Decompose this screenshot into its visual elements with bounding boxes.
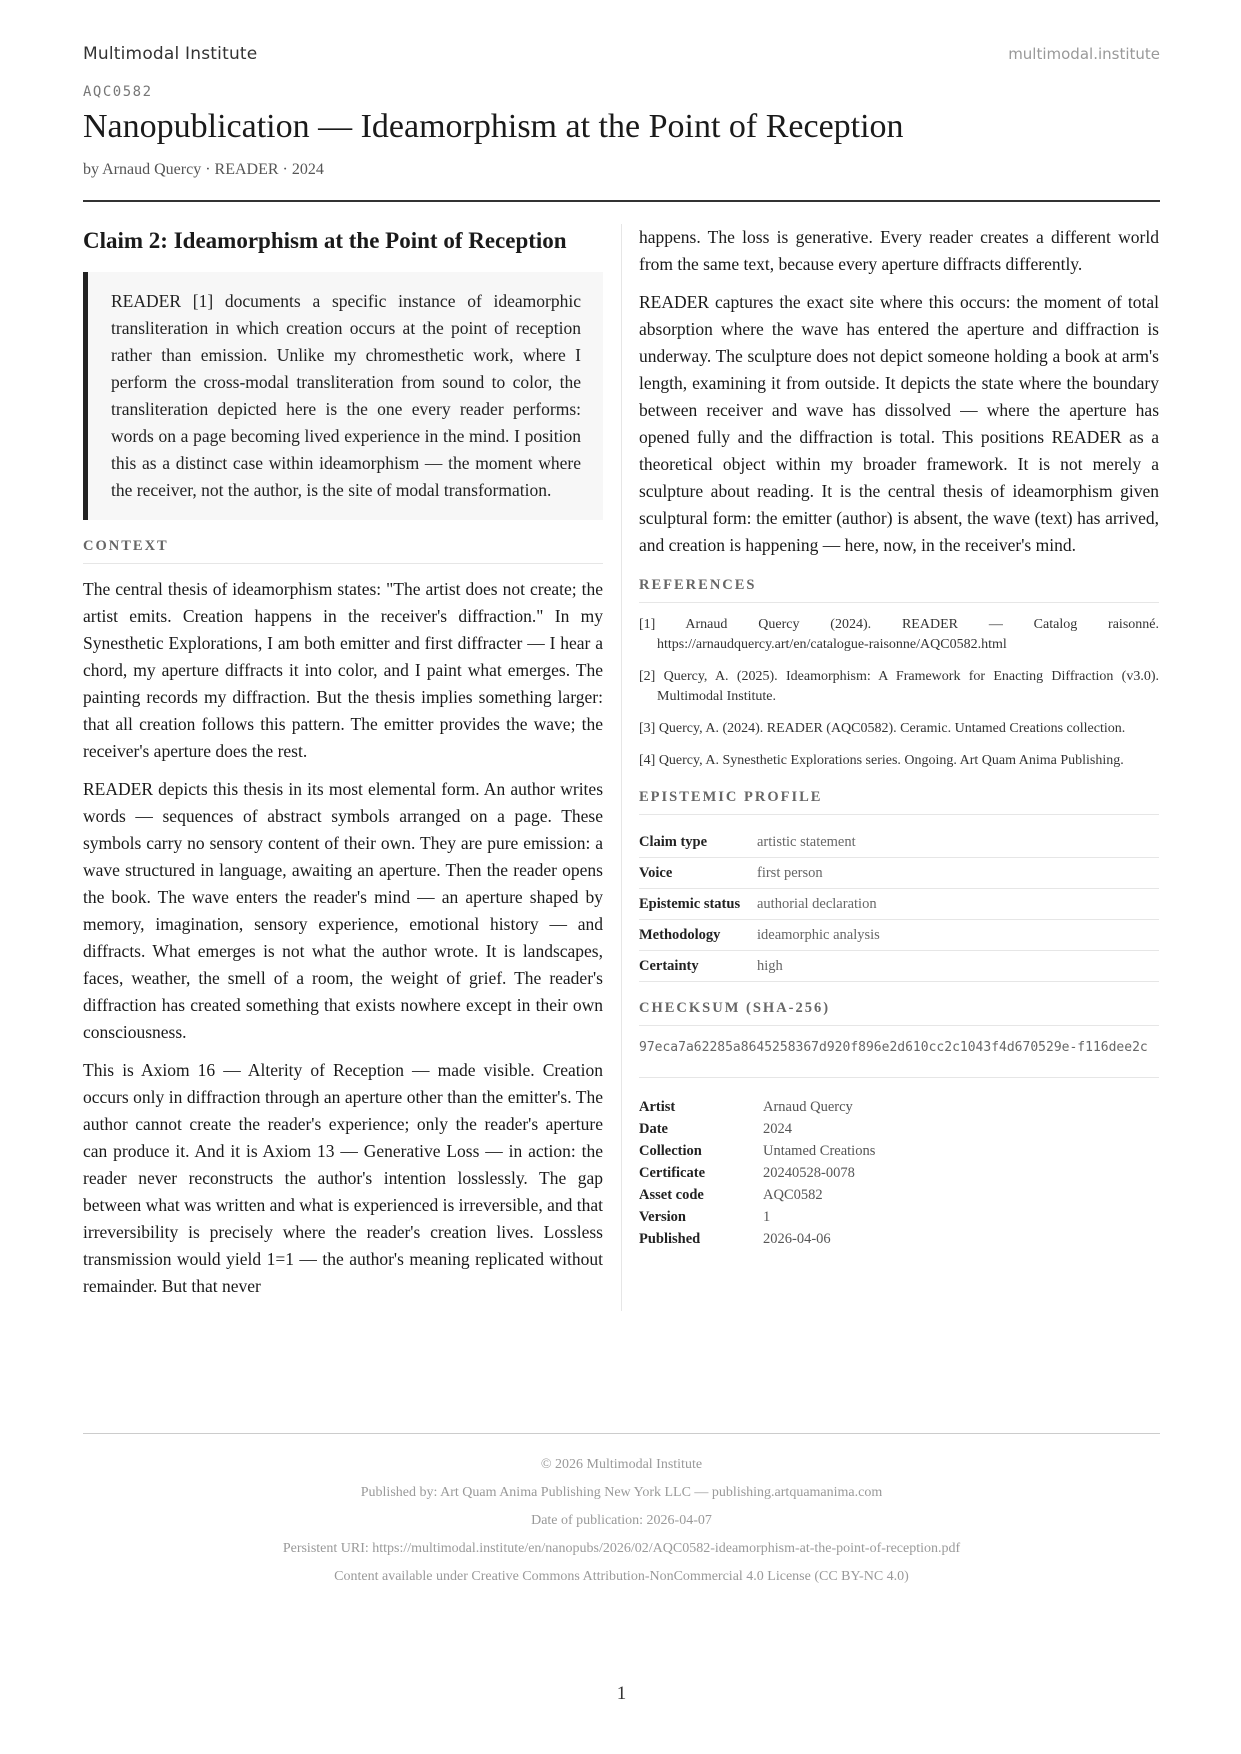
page-footer: [83, 1451, 1160, 1591]
table-row: [639, 858, 1159, 889]
epistemic-key: Methodology: [639, 920, 757, 951]
meta-key: Certificate: [639, 1165, 706, 1181]
table-row: [639, 827, 1159, 858]
context-paragraph: READER depicts this thesis in its most elemental form. An author writes words — sequences of abstract symbols arranged on a page. These symbols carry no sensory content of their own. They are pure emission: a wave structured in language, awaiting an aperture. Then the reader opens the book. The wave enters the reader's mind — an aperture shaped by memory, imagination, sensory experience, emotional history — and diffracts. What emerges is not what the author wrote. It is landscapes, faces, weather, the smell of a room, the weight of grief. The reader's diffraction has created something that exists nowhere except in their own consciousness.: [83, 779, 603, 1042]
epistemic-key: Certainty: [639, 951, 757, 982]
reference-item: [3] Quercy, A. (2024). READER (AQC0582). Ceramic. Untamed Creations collection.: [639, 721, 1126, 736]
epistemic-value: first person: [757, 858, 1159, 889]
right-column: [622, 224, 1159, 1311]
footer-license: Content available under Creative Commons Attribution-NonCommercial 4.0 License (CC BY-NC 4.0): [334, 1569, 909, 1584]
reference-item: [4] Quercy, A. Synesthetic Explorations series. Ongoing. Art Quam Anima Publishing.: [639, 753, 1124, 768]
content-columns: [83, 224, 1160, 1311]
claim-abstract: READER [1] documents a specific instance of ideamorphic transliteration in which creation occurs at the point of reception rather than emission. Unlike my chromesthetic work, where I perform the cross-modal transliteration from sound to color, the transliteration depicted here is the one every reader performs: words on a page becoming lived experience in the mind. I position this as a distinct case within ideamorphism — the moment where the receiver, not the author, is the site of modal transformation.: [83, 272, 603, 520]
table-row: [639, 920, 1159, 951]
asset-metadata-table: [639, 1096, 875, 1250]
checksum-heading: CHECKSUM (SHA-256): [639, 1000, 1159, 1026]
page-title: Nanopublication — Ideamorphism at the Point of Reception: [83, 108, 904, 145]
epistemic-profile-table: [639, 827, 1159, 982]
table-row: [639, 1206, 875, 1228]
epistemic-key: Voice: [639, 858, 757, 889]
table-row: [639, 1118, 875, 1140]
header-divider: [83, 200, 1160, 202]
table-row: [639, 1162, 875, 1184]
references-heading: REFERENCES: [639, 577, 1159, 603]
claim-title: Claim 2: Ideamorphism at the Point of Reception: [83, 228, 567, 253]
epistemic-value: artistic statement: [757, 827, 1159, 858]
footer-persistent-uri[interactable]: Persistent URI: https://multimodal.institute/en/nanopubs/2026/02/AQC0582-ideamorphism-at-the-point-of-reception.pdf: [282, 1541, 961, 1556]
meta-key: Date: [639, 1121, 668, 1137]
epistemic-profile-heading: EPISTEMIC PROFILE: [639, 789, 1159, 815]
reference-item: [2] Quercy, A. (2025). Ideamorphism: A Framework for Enacting Diffraction (v3.0). Multimodal Institute.: [639, 669, 1159, 704]
institute-domain[interactable]: multimodal.institute: [1008, 45, 1160, 63]
meta-key: Collection: [639, 1143, 702, 1159]
context-heading: CONTEXT: [83, 538, 603, 564]
institute-name: Multimodal Institute: [83, 44, 258, 64]
footer-publisher: Published by: Art Quam Anima Publishing New York LLC — publishing.artquamanima.com: [360, 1485, 883, 1500]
meta-value: 1: [763, 1209, 771, 1225]
context-paragraph-continued: happens. The loss is generative. Every reader creates a different world from the same text, because every aperture diffracts differently.: [639, 227, 1159, 274]
context-paragraph: This is Axiom 16 — Alterity of Reception — made visible. Creation occurs only in diffraction through an aperture other than the emitter's. The author cannot create the reader's experience; only the reader's aperture can produce it. And it is Axiom 13 — Generative Loss — in action: the reader never reconstructs the author's intention losslessly. The gap between what was written and what is experienced is irreversible, and that irreversibility is precisely where the reader's creation lives. Lossless transmission would yield 1=1 — the author's meaning replicated without remainder. But that never: [83, 1060, 603, 1296]
footer-divider: [83, 1433, 1160, 1434]
table-row: [639, 889, 1159, 920]
footer-copyright: © 2026 Multimodal Institute: [540, 1457, 703, 1472]
asset-code: AQC0582: [83, 84, 153, 100]
meta-value: AQC0582: [763, 1187, 823, 1203]
byline: by Arnaud Quercy · READER · 2024: [83, 161, 324, 178]
epistemic-value: ideamorphic analysis: [757, 920, 1159, 951]
page-number: 1: [616, 1683, 627, 1704]
meta-value: Untamed Creations: [763, 1143, 876, 1159]
left-column: [83, 224, 622, 1311]
context-paragraph: The central thesis of ideamorphism states: "The artist does not create; the artist emits. Creation happens in the receiver's diffraction." In my Synesthetic Explorations, I am both emitter and first diffracter — I hear a chord, my aperture diffracts it into color, and I paint what emerges. The painting records my diffraction. But the thesis implies something larger: that all creation follows this pattern. The emitter provides the wave; the receiver's aperture does the rest.: [83, 579, 603, 761]
checksum-value: 97eca7a62285a8645258367d920f896e2d610cc2c1043f4d670529e-f116dee2c: [639, 1038, 1159, 1078]
table-row: [639, 951, 1159, 982]
epistemic-key: Claim type: [639, 827, 757, 858]
meta-key: Artist: [639, 1099, 676, 1115]
table-row: [639, 1228, 875, 1250]
table-row: [639, 1140, 875, 1162]
epistemic-key: Epistemic status: [639, 889, 757, 920]
table-row: [639, 1184, 875, 1206]
table-row: [639, 1096, 875, 1118]
meta-value: 20240528-0078: [763, 1165, 855, 1181]
context-paragraph-continued: READER captures the exact site where this occurs: the moment of total absorption where the wave has entered the aperture and diffraction is underway. The sculpture does not depict someone holding a book at arm's length, examining it from outside. It depicts the state where the boundary between receiver and wave has dissolved — where the aperture has opened fully and the diffraction is total. This positions READER as a theoretical object within my broader framework. It is not merely a sculpture about reading. It is the central thesis of ideamorphism given sculptural form: the emitter (author) is absent, the wave (text) has arrived, and creation is happening — here, now, in the receiver's mind.: [639, 292, 1159, 555]
epistemic-value: high: [757, 951, 1159, 982]
page-header: [83, 44, 1160, 64]
meta-value: 2026-04-06: [763, 1231, 831, 1247]
footer-publication-date: Date of publication: 2026-04-07: [531, 1513, 712, 1528]
meta-value: Arnaud Quercy: [763, 1099, 853, 1115]
meta-key: Version: [639, 1209, 686, 1225]
meta-key: Published: [639, 1231, 701, 1247]
epistemic-value: authorial declaration: [757, 889, 1159, 920]
meta-value: 2024: [763, 1121, 792, 1137]
meta-key: Asset code: [639, 1187, 704, 1203]
reference-item[interactable]: [1] Arnaud Quercy (2024). READER — Catalog raisonné. https://arnaudquercy.art/en/catalogue-raisonne/AQC0582.html: [639, 617, 1159, 652]
